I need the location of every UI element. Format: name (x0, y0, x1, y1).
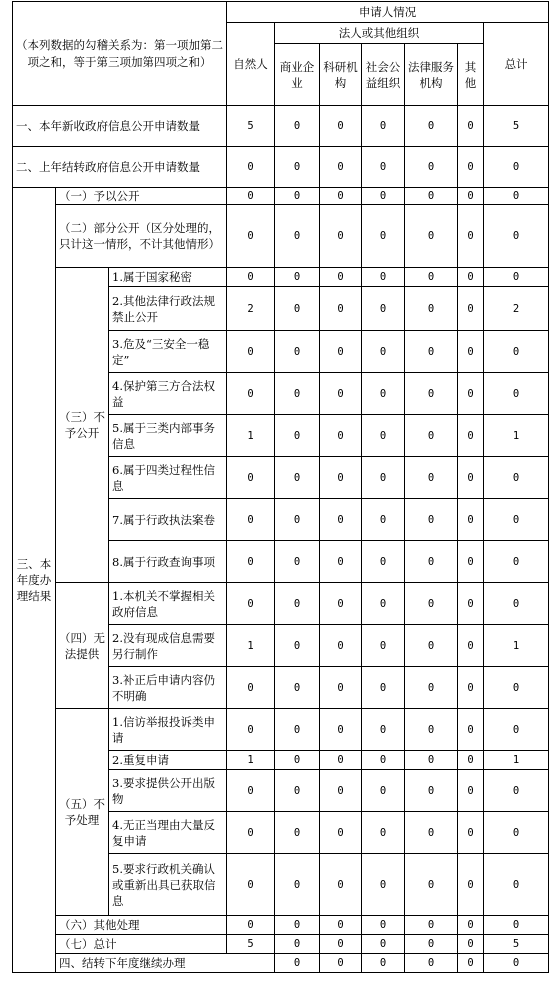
cell-business: 0 (275, 916, 320, 935)
table-row (13, 106, 549, 147)
cell-total: 0 (484, 188, 549, 205)
cell-research: 0 (320, 770, 362, 812)
cell-natural: 0 (227, 331, 275, 373)
row-label: 2.没有现成信息需要另行制作 (109, 625, 227, 667)
cell-other: 0 (458, 770, 484, 812)
row-label: 3.补正后申请内容仍不明确 (109, 667, 227, 709)
row-label: 3.要求提供公开出版物 (109, 770, 227, 812)
cell-total: 0 (484, 916, 549, 935)
cell-research: 0 (320, 147, 362, 188)
cell-social: 0 (362, 625, 405, 667)
cell-other: 0 (458, 625, 484, 667)
cell-business: 0 (275, 287, 320, 331)
cell-other: 0 (458, 812, 484, 854)
cell-social: 0 (362, 541, 405, 583)
cell-business: 0 (275, 709, 320, 751)
header-legal-service: 法律服务机构 (405, 44, 458, 106)
cell-legal-service: 0 (405, 499, 458, 541)
cell-social: 0 (362, 373, 405, 415)
cell-business: 0 (275, 541, 320, 583)
cell-research: 0 (320, 709, 362, 751)
cell-research: 0 (320, 499, 362, 541)
cell-other: 0 (458, 499, 484, 541)
cell-natural: 0 (227, 709, 275, 751)
cell-other: 0 (458, 916, 484, 935)
cell-business: 0 (275, 373, 320, 415)
row-label: 5.要求行政机关确认或重新出具已获取信息 (109, 854, 227, 916)
cell-natural: 0 (227, 812, 275, 854)
row-label: 4.保护第三方合法权益 (109, 373, 227, 415)
header-row-1 (13, 2, 549, 23)
cell-social: 0 (362, 751, 405, 770)
cell-social: 0 (362, 667, 405, 709)
cell-business: 0 (275, 812, 320, 854)
cell-social: 0 (362, 457, 405, 499)
cell-social: 0 (362, 854, 405, 916)
cell-natural: 0 (227, 205, 275, 268)
group-3-label: （三）不予公开 (56, 268, 109, 583)
cell-social: 0 (405, 954, 458, 973)
cell-social: 0 (362, 331, 405, 373)
cell-total: 0 (484, 373, 549, 415)
cell-other: 0 (458, 287, 484, 331)
cell-social: 0 (362, 268, 405, 287)
cell-legal-service: 0 (405, 709, 458, 751)
table-row (13, 147, 549, 188)
cell-legal-service: 0 (405, 625, 458, 667)
cell-social: 0 (362, 499, 405, 541)
cell-business: 0 (275, 667, 320, 709)
cell-social: 0 (362, 205, 405, 268)
cell-business: 0 (275, 751, 320, 770)
cell-social: 0 (362, 935, 405, 954)
cell-other: 0 (458, 457, 484, 499)
cell-social: 0 (362, 709, 405, 751)
cell-research: 0 (320, 625, 362, 667)
header-business: 商业企业 (275, 44, 320, 106)
cell-natural: 0 (227, 188, 275, 205)
cell-other: 0 (484, 954, 549, 973)
cell-other: 0 (458, 583, 484, 625)
cell-legal-service: 0 (405, 268, 458, 287)
cell-legal-service: 0 (405, 188, 458, 205)
cell-other: 0 (458, 188, 484, 205)
cell-other: 0 (458, 205, 484, 268)
cell-research: 0 (320, 188, 362, 205)
row-label: 4.无正当理由大量反复申请 (109, 812, 227, 854)
cell-research: 0 (320, 331, 362, 373)
cell-legal-service: 0 (405, 854, 458, 916)
cell-other: 0 (458, 147, 484, 188)
cell-other: 0 (458, 935, 484, 954)
row-label: 1.本机关不掌握相关政府信息 (109, 583, 227, 625)
cell-legal-service: 0 (458, 954, 484, 973)
table-row (13, 954, 549, 973)
cell-natural: 0 (227, 916, 275, 935)
cell-natural: 1 (227, 751, 275, 770)
cell-social: 0 (362, 287, 405, 331)
table-row (13, 583, 549, 625)
row-label: 5.属于三类内部事务信息 (109, 415, 227, 457)
table-row (13, 268, 549, 287)
cell-total: 0 (484, 709, 549, 751)
cell-research: 0 (320, 583, 362, 625)
cell-research: 0 (320, 106, 362, 147)
row-label: 2.重复申请 (109, 751, 227, 770)
cell-natural: 0 (227, 583, 275, 625)
cell-natural: 0 (227, 541, 275, 583)
cell-legal-service: 0 (405, 812, 458, 854)
cell-other: 0 (458, 751, 484, 770)
cell-research: 0 (320, 457, 362, 499)
cell-other: 0 (458, 268, 484, 287)
cell-natural: 1 (227, 415, 275, 457)
cell-total: 0 (484, 583, 549, 625)
cell-business: 0 (275, 205, 320, 268)
cell-legal-service: 0 (405, 751, 458, 770)
cell-other: 0 (458, 541, 484, 583)
cell-legal-service: 0 (405, 935, 458, 954)
cell-other: 0 (458, 667, 484, 709)
cell-social: 0 (362, 916, 405, 935)
cell-business: 0 (275, 331, 320, 373)
row-label: 3.危及“三安全一稳定” (109, 331, 227, 373)
cell-business: 0 (275, 415, 320, 457)
cell-research: 0 (362, 954, 405, 973)
cell-research: 0 (320, 287, 362, 331)
gov-info-disclosure-table (12, 1, 549, 973)
cell-research: 0 (320, 854, 362, 916)
table-row (13, 205, 549, 268)
cell-natural: 1 (227, 625, 275, 667)
cell-social: 0 (362, 770, 405, 812)
cell-total: 0 (484, 770, 549, 812)
row-label: 1.属于国家秘密 (109, 268, 227, 287)
cell-research: 0 (320, 667, 362, 709)
cell-legal-service: 0 (405, 415, 458, 457)
cell-legal-service: 0 (405, 287, 458, 331)
cell-research: 0 (320, 541, 362, 583)
cell-total: 0 (484, 457, 549, 499)
header-other: 其他 (458, 44, 484, 106)
cell-other: 0 (458, 854, 484, 916)
cell-natural: 0 (227, 854, 275, 916)
cell-total: 0 (484, 854, 549, 916)
cell-social: 0 (362, 188, 405, 205)
cell-natural: 5 (227, 106, 275, 147)
cell-natural: 0 (227, 457, 275, 499)
cell-total: 1 (484, 625, 549, 667)
cell-natural: 0 (275, 954, 320, 973)
cell-total: 0 (484, 268, 549, 287)
cell-legal-service: 0 (405, 331, 458, 373)
row-label: 一、本年新收政府信息公开申请数量 (13, 106, 227, 147)
cell-social: 0 (362, 147, 405, 188)
group-4-label: （四）无法提供 (56, 583, 109, 709)
cell-total: 0 (484, 499, 549, 541)
header-legal-group: 法人或其他组织 (275, 23, 484, 44)
cell-business: 0 (275, 106, 320, 147)
cell-total: 0 (484, 541, 549, 583)
header-note: （本列数据的勾稽关系为：第一项加第二项之和，等于第三项加第四项之和） (13, 2, 227, 106)
cell-natural: 0 (227, 268, 275, 287)
cell-other: 0 (458, 373, 484, 415)
table-row (13, 935, 549, 954)
cell-total: 0 (484, 667, 549, 709)
header-natural-person: 自然人 (227, 23, 275, 106)
cell-natural: 0 (227, 499, 275, 541)
cell-business: 0 (275, 583, 320, 625)
cell-business: 0 (275, 147, 320, 188)
cell-total: 0 (484, 147, 549, 188)
cell-legal-service: 0 (405, 373, 458, 415)
cell-legal-service: 0 (405, 541, 458, 583)
cell-business: 0 (275, 188, 320, 205)
cell-business: 0 (275, 935, 320, 954)
cell-research: 0 (320, 916, 362, 935)
header-social: 社会公益组织 (362, 44, 405, 106)
cell-research: 0 (320, 751, 362, 770)
cell-total: 0 (484, 331, 549, 373)
cell-natural: 5 (227, 935, 275, 954)
cell-business: 0 (320, 954, 362, 973)
cell-other: 0 (458, 415, 484, 457)
cell-research: 0 (320, 812, 362, 854)
cell-total: 5 (484, 935, 549, 954)
header-applicant: 申请人情况 (227, 2, 549, 23)
header-research: 科研机构 (320, 44, 362, 106)
cell-total: 1 (484, 751, 549, 770)
row-label: 四、结转下年度继续办理 (56, 954, 275, 973)
cell-legal-service: 0 (405, 106, 458, 147)
cell-business: 0 (275, 268, 320, 287)
table-row (13, 709, 549, 751)
row-label: （一）予以公开 (56, 188, 227, 205)
cell-natural: 0 (227, 667, 275, 709)
cell-natural: 2 (227, 287, 275, 331)
cell-legal-service: 0 (405, 147, 458, 188)
cell-legal-service: 0 (405, 205, 458, 268)
row-label: 二、上年结转政府信息公开申请数量 (13, 147, 227, 188)
cell-total: 5 (484, 106, 549, 147)
cell-natural: 0 (227, 770, 275, 812)
section-3-label: 三、本年度办理结果 (13, 188, 56, 973)
cell-business: 0 (275, 457, 320, 499)
cell-legal-service: 0 (405, 583, 458, 625)
cell-research: 0 (320, 373, 362, 415)
cell-social: 0 (362, 106, 405, 147)
cell-business: 0 (275, 499, 320, 541)
cell-other: 0 (458, 709, 484, 751)
cell-total: 2 (484, 287, 549, 331)
row-label: 8.属于行政查询事项 (109, 541, 227, 583)
cell-total: 1 (484, 415, 549, 457)
cell-research: 0 (320, 205, 362, 268)
cell-natural: 0 (227, 147, 275, 188)
cell-legal-service: 0 (405, 916, 458, 935)
cell-research: 0 (320, 415, 362, 457)
row-label: 6.属于四类过程性信息 (109, 457, 227, 499)
table-row (13, 188, 549, 205)
cell-other: 0 (458, 106, 484, 147)
row-label: （二）部分公开（区分处理的，只计这一情形，不计其他情形） (56, 205, 227, 268)
row-label: 1.信访举报投诉类申请 (109, 709, 227, 751)
cell-research: 0 (320, 268, 362, 287)
cell-business: 0 (275, 770, 320, 812)
row-label: （七）总计 (56, 935, 227, 954)
cell-social: 0 (362, 415, 405, 457)
table-row (13, 916, 549, 935)
cell-legal-service: 0 (405, 457, 458, 499)
header-total: 总计 (484, 23, 549, 106)
group-5-label: （五）不予处理 (56, 709, 109, 916)
cell-social: 0 (362, 812, 405, 854)
cell-legal-service: 0 (405, 770, 458, 812)
cell-total: 0 (484, 205, 549, 268)
cell-research: 0 (320, 935, 362, 954)
cell-legal-service: 0 (405, 667, 458, 709)
cell-social: 0 (362, 583, 405, 625)
cell-total: 0 (484, 812, 549, 854)
row-label: 7.属于行政执法案卷 (109, 499, 227, 541)
cell-natural: 0 (227, 373, 275, 415)
cell-other: 0 (458, 331, 484, 373)
cell-business: 0 (275, 854, 320, 916)
row-label: 2.其他法律行政法规禁止公开 (109, 287, 227, 331)
row-label: （六）其他处理 (56, 916, 227, 935)
cell-business: 0 (275, 625, 320, 667)
